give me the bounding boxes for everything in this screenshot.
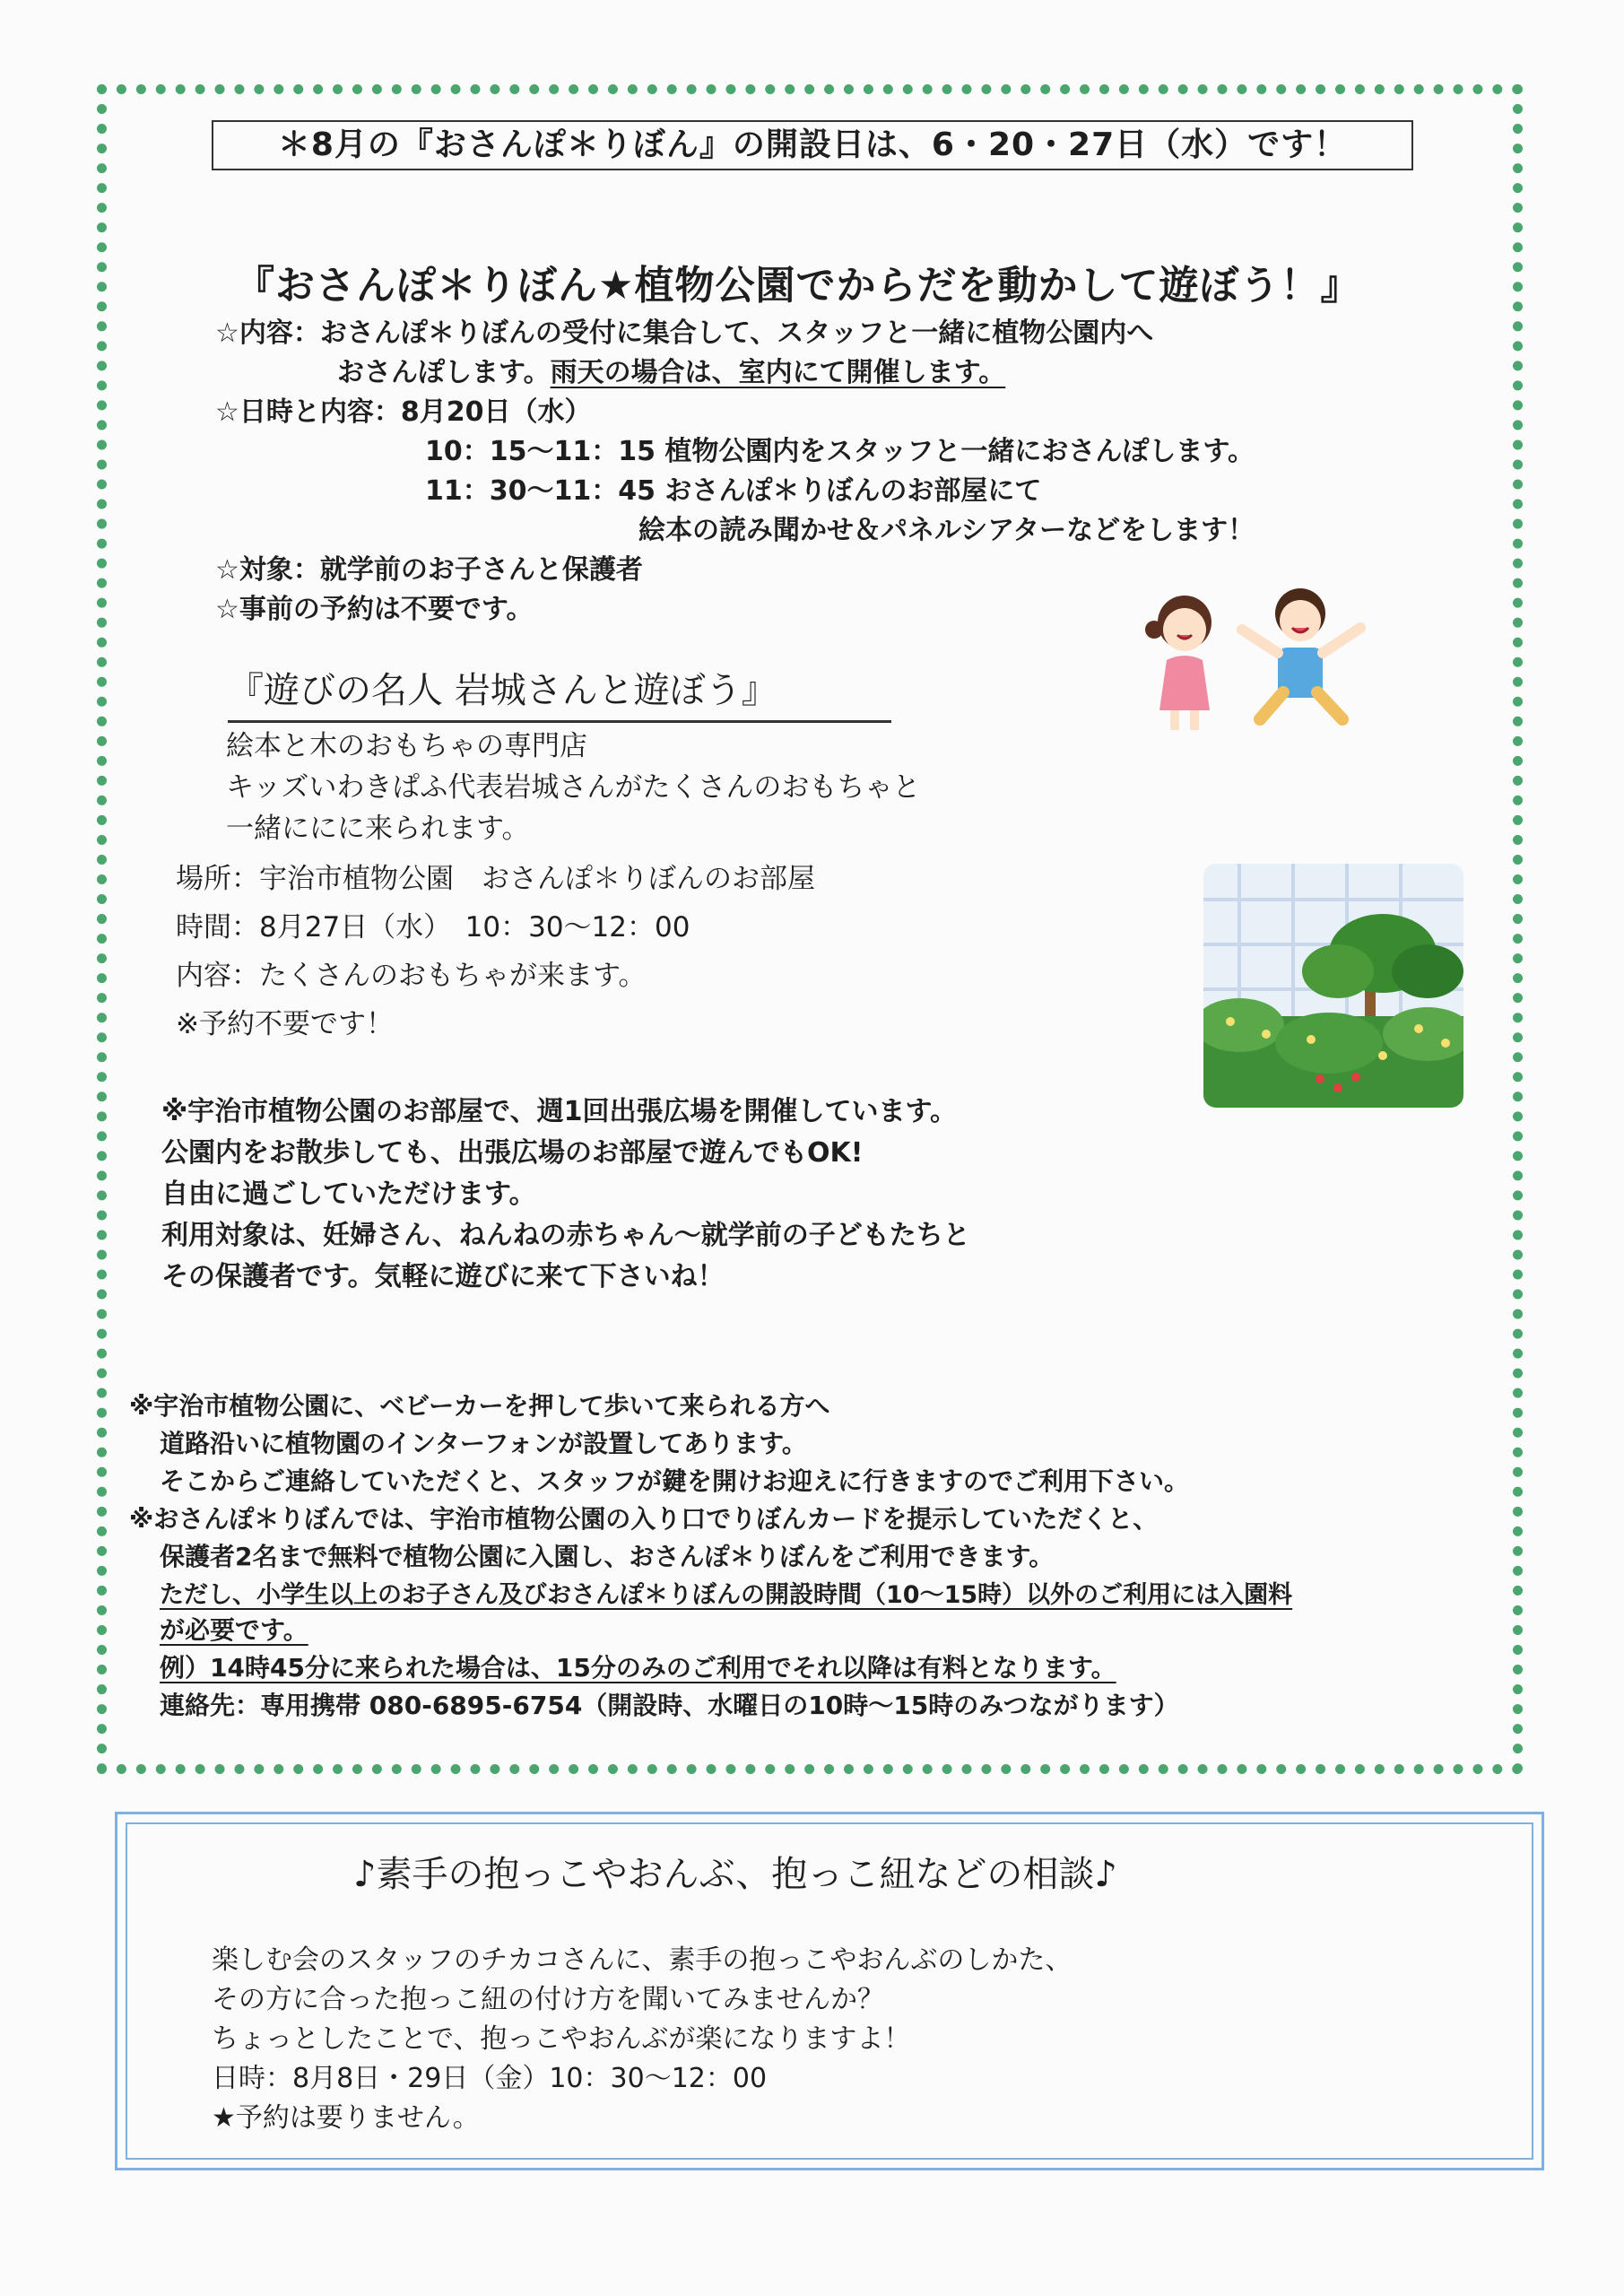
access-line3: そこからご連絡していただくと、スタッフが鍵を開けお迎えに行きますのでご利用下さい。 <box>160 1466 1190 1496</box>
event1-content-line2 <box>337 350 1005 389</box>
consult-line3: ちょっとしたことで、抱っこやおんぶが楽になりますよ！ <box>212 2023 911 2055</box>
event2-desc1: 絵本と木のおもちゃの専門店 <box>226 730 587 762</box>
event1-slot2: 11：30～11：45 おさんぽ＊りぼんのお部屋にて <box>425 475 1042 507</box>
access-line6: ただし、小学生以上のお子さん及びおさんぽ＊りぼんの開設時間（10～15時）以外のご利用には入園料 <box>160 1581 1293 1609</box>
event1-reservation: ☆事前の予約は不要です。 <box>215 594 534 625</box>
consult-line5: ★予約は要りません。 <box>212 2102 480 2134</box>
consult-title: ♪素手の抱っこやおんぶ、抱っこ紐などの相談♪ <box>353 1854 1117 1895</box>
info-line4: 利用対象は、妊婦さん、ねんねの赤ちゃん～就学前の子どもたちと <box>161 1220 970 1251</box>
info-line1: ※宇治市植物公園のお部屋で、週1回出張広場を開催しています。 <box>161 1096 958 1127</box>
event1-title: 『おさんぽ＊りぼん★植物公園でからだを動かして遊ぼう！』 <box>235 263 1361 309</box>
consult-line4: 日時：8月8日・29日（金）10：30～12：00 <box>212 2063 768 2094</box>
event2-desc3: 一緒ににに来られます。 <box>226 813 530 845</box>
event2-content: 内容：たくさんのおもちゃが来ます。 <box>176 960 647 992</box>
event1-rain-note: 雨天の場合は、室内にて開催します。 <box>550 357 1006 388</box>
event1-target: ☆対象：就学前のお子さんと保護者 <box>215 554 643 586</box>
info-line5: その保護者です。気軽に遊びに来て下さいね！ <box>161 1261 725 1292</box>
event1-content-line2a: おさんぽします。 <box>337 357 551 388</box>
contact-line: 連絡先：専用携帯 080-6895-6754（開設時、水曜日の10時～15時のみつながります） <box>160 1691 1179 1720</box>
event1-datetime-label: ☆日時と内容：8月20日（水） <box>215 396 592 428</box>
access-line4: ※おさんぽ＊りぼんでは、宇治市植物公園の入り口でりぼんカードを提示していただくと、 <box>129 1504 1159 1534</box>
access-line2: 道路沿いに植物園のインターフォンが設置してあります。 <box>160 1429 807 1458</box>
children-illustration <box>1116 567 1385 737</box>
opening-days-banner: ＊8月の『おさんぽ＊りぼん』の開設日は、6・20・27日（水）です！ <box>212 120 1413 170</box>
event2-title: 『遊びの名人 岩城さんと遊ぼう』 <box>228 662 891 723</box>
event1-content-line1: ☆内容：おさんぽ＊りぼんの受付に集合して、スタッフと一緒に植物公園内へ <box>215 317 1154 349</box>
event2-place: 場所：宇治市植物公園 おさんぽ＊りぼんのお部屋 <box>176 863 815 895</box>
access-line8: 例）14時45分に来られた場合は、15分のみのご利用でそれ以降は有料となります。 <box>160 1653 1116 1683</box>
event2-desc2: キッズいわきぱふ代表岩城さんがたくさんのおもちゃと <box>226 771 921 804</box>
access-line1: ※宇治市植物公園に、ベビーカーを押して歩いて来られる方へ <box>129 1391 830 1421</box>
consult-line1: 楽しむ会のスタッフのチカコさんに、素手の抱っこやおんぶのしかた、 <box>212 1944 1073 1976</box>
event2-time: 時間：8月27日（水） 10：30～12：00 <box>176 911 690 944</box>
info-line2: 公園内をお散歩しても、出張広場のお部屋で遊んでもOK! <box>161 1137 864 1169</box>
event2-note: ※予約不要です！ <box>176 1008 394 1040</box>
access-line7: が必要です。 <box>160 1615 308 1645</box>
greenhouse-illustration <box>1203 864 1463 1108</box>
event1-slot1: 10：15～11：15 植物公園内をスタッフと一緒におさんぽします。 <box>425 436 1255 467</box>
info-line3: 自由に過ごしていただけます。 <box>161 1178 536 1210</box>
access-line5: 保護者2名まで無料で植物公園に入園し、おさんぽ＊りぼんをご利用できます。 <box>160 1542 1055 1571</box>
event1-slot2-detail: 絵本の読み聞かせ＆パネルシアターなどをします！ <box>638 515 1255 546</box>
consult-line2: その方に合った抱っこ紐の付け方を聞いてみませんか？ <box>212 1984 884 2015</box>
